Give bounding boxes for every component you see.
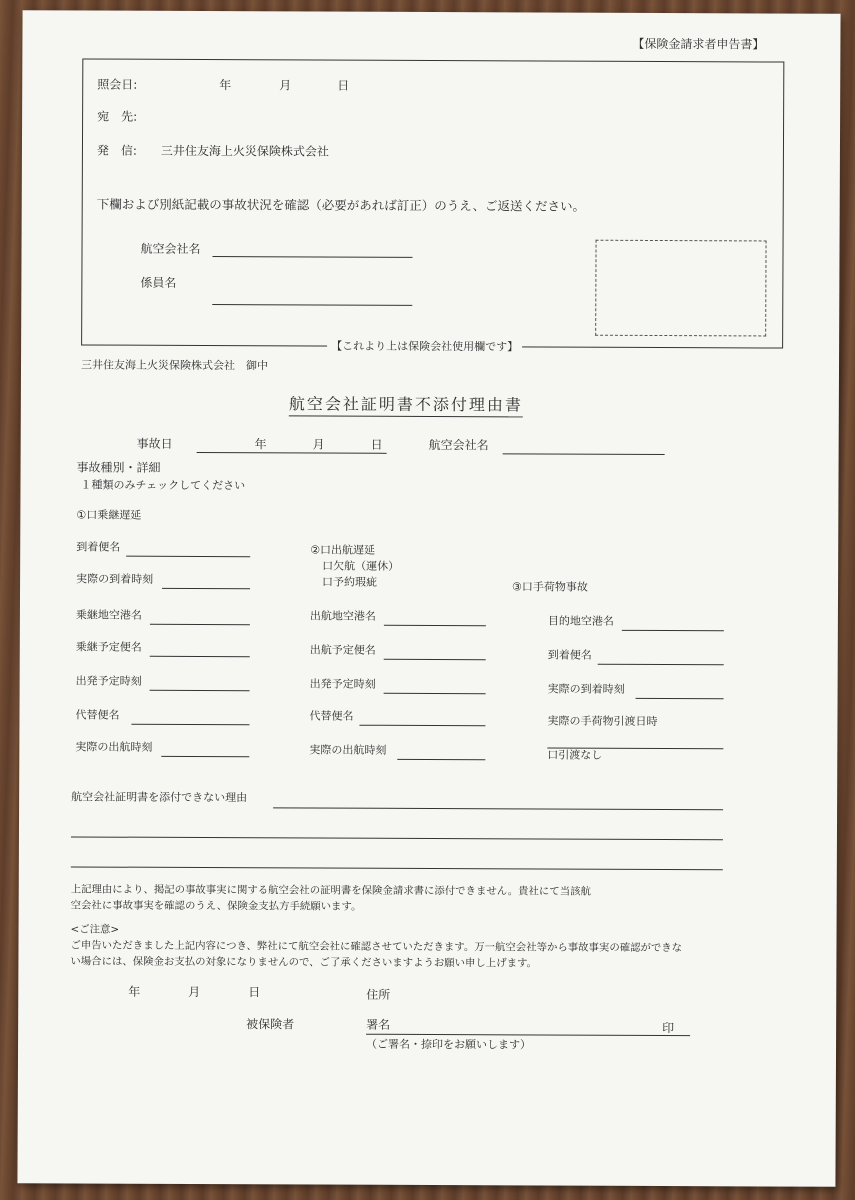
insurer-use-note: 【これより上は保険会社使用欄です】 xyxy=(327,340,522,355)
col1-field-label: 到着便名 xyxy=(76,540,121,554)
insured-label: 被保険者 xyxy=(246,1017,295,1032)
col3-field-label: 到着便名 xyxy=(547,648,592,662)
seal-mark: 印 xyxy=(662,1021,675,1036)
from-value: 三井住友海上火災保険株式会社 xyxy=(160,143,329,159)
to-label: 宛 先: xyxy=(97,109,138,124)
statement-line-1: 上記理由により、掲記の事故事実に関する航空会社の証明書を保険金請求書に添付できません。貴社にて当該航 xyxy=(70,883,591,898)
col3-heading-baggage-accident[interactable]: ③口手荷物事故 xyxy=(512,580,588,594)
col3-field-label: 実際の手荷物引渡日時 xyxy=(547,714,658,728)
col1-field-line[interactable] xyxy=(150,656,250,657)
reason-line-1[interactable] xyxy=(273,807,723,810)
address-label: 住所 xyxy=(366,987,391,1002)
accident-day: 日 xyxy=(370,437,383,452)
sign-label: 署名 xyxy=(366,1017,391,1032)
reason-label: 航空会社証明書を添付できない理由 xyxy=(71,790,248,805)
signature-line[interactable] xyxy=(366,1034,690,1036)
col1-field-line[interactable] xyxy=(162,588,250,589)
col2-field-label: 代替便名 xyxy=(309,709,354,723)
sign-year: 年 xyxy=(128,984,141,999)
accident-date-label: 事故日 xyxy=(136,436,173,451)
col1-field-line[interactable] xyxy=(161,756,249,757)
col1-field-line[interactable] xyxy=(150,690,250,691)
col3-field-line[interactable] xyxy=(636,698,724,699)
col2-field-line[interactable] xyxy=(359,725,485,727)
col2-field-line[interactable] xyxy=(384,625,486,626)
col1-field-label: 実際の到着時刻 xyxy=(76,572,154,586)
col3-no-delivery-option[interactable]: 口引渡なし xyxy=(547,748,603,762)
col2-reservation-error-option[interactable]: 口予約瑕疵 xyxy=(322,575,378,589)
col3-field-label: 目的地空港名 xyxy=(547,614,614,628)
col1-field-line[interactable] xyxy=(131,724,249,726)
col2-field-label: 出発予定時刻 xyxy=(309,677,376,691)
col2-field-line[interactable] xyxy=(384,659,486,660)
accident-type-label: 事故種別・詳細 xyxy=(76,460,161,475)
accident-date-line[interactable] xyxy=(197,452,387,454)
addressee: 三井住友海上火災保険株式会社 御中 xyxy=(80,358,269,373)
accident-airline-line[interactable] xyxy=(503,453,665,455)
inquiry-month: 月 xyxy=(279,78,292,93)
reason-line-2[interactable] xyxy=(71,836,723,840)
col3-field-line[interactable] xyxy=(598,664,724,666)
inquiry-date-label: 照会日: xyxy=(97,77,138,92)
staff-name-line[interactable] xyxy=(212,304,412,306)
check-note: １種類のみチェックしてください xyxy=(80,478,246,493)
airline-name-label: 航空会社名 xyxy=(140,241,201,256)
col2-field-label: 実際の出航時刻 xyxy=(309,743,387,757)
col1-field-label: 代替便名 xyxy=(75,708,120,722)
instruction-text: 下欄および別紙記載の事故状況を確認（必要があれば訂正）のうえ、ご返送ください。 xyxy=(96,196,586,214)
stamp-area xyxy=(595,240,766,337)
col1-field-label: 実際の出航時刻 xyxy=(75,740,153,754)
sign-note: （ご署名・捺印をお願いします） xyxy=(366,1037,532,1052)
notice-line-1: ご申告いただきました上記内容につき、弊社にて航空会社に確認させていただきます。万一航空会社等から事故事実の確認ができな xyxy=(70,939,683,955)
accident-airline-label: 航空会社名 xyxy=(428,437,489,453)
inquiry-day: 日 xyxy=(337,78,350,93)
sign-month: 月 xyxy=(188,984,201,1000)
col2-field-label: 出航地空港名 xyxy=(309,609,376,623)
col2-cancellation-option[interactable]: 口欠航（運休） xyxy=(322,559,400,573)
from-label: 発 信: xyxy=(96,143,138,158)
col1-field-label: 出発予定時刻 xyxy=(75,674,142,688)
col1-field-line[interactable] xyxy=(126,556,250,558)
inquiry-year: 年 xyxy=(219,78,232,93)
document-title: 航空会社証明書不添付理由書 xyxy=(289,391,523,417)
staff-name-label: 係員名 xyxy=(140,275,177,290)
accident-month: 月 xyxy=(312,437,325,452)
col2-heading-departure-delay[interactable]: ②口出航遅延 xyxy=(310,543,376,557)
col2-field-line[interactable] xyxy=(384,693,486,694)
statement-line-2: 空会社に事故事実を確認のうえ、保険金支払方手続願います。 xyxy=(70,899,362,913)
col3-field-line[interactable] xyxy=(622,630,724,631)
airline-name-line[interactable] xyxy=(212,256,412,258)
col2-field-line[interactable] xyxy=(397,759,485,760)
header-tag: 【保険金請求者申告書】 xyxy=(632,36,765,52)
notice-heading: <ご注意> xyxy=(70,923,120,936)
col1-field-label: 乗継地空港名 xyxy=(75,608,142,622)
col1-field-line[interactable] xyxy=(150,624,250,625)
col3-field-label: 実際の到着時刻 xyxy=(547,682,625,696)
reason-line-3[interactable] xyxy=(71,866,723,870)
col1-field-label: 乗継予定便名 xyxy=(75,640,142,654)
insurer-use-box xyxy=(81,58,784,348)
accident-year: 年 xyxy=(254,437,267,452)
col1-heading-connection-delay[interactable]: ①口乗継遅延 xyxy=(76,508,142,522)
sign-day: 日 xyxy=(248,985,261,1000)
notice-line-2: い場合には、保険金お支払の対象になりませんので、ご了承くださいますようお願い申し上げます。 xyxy=(70,955,537,970)
form-paper xyxy=(17,10,840,1187)
col2-field-label: 出航予定便名 xyxy=(309,643,376,657)
